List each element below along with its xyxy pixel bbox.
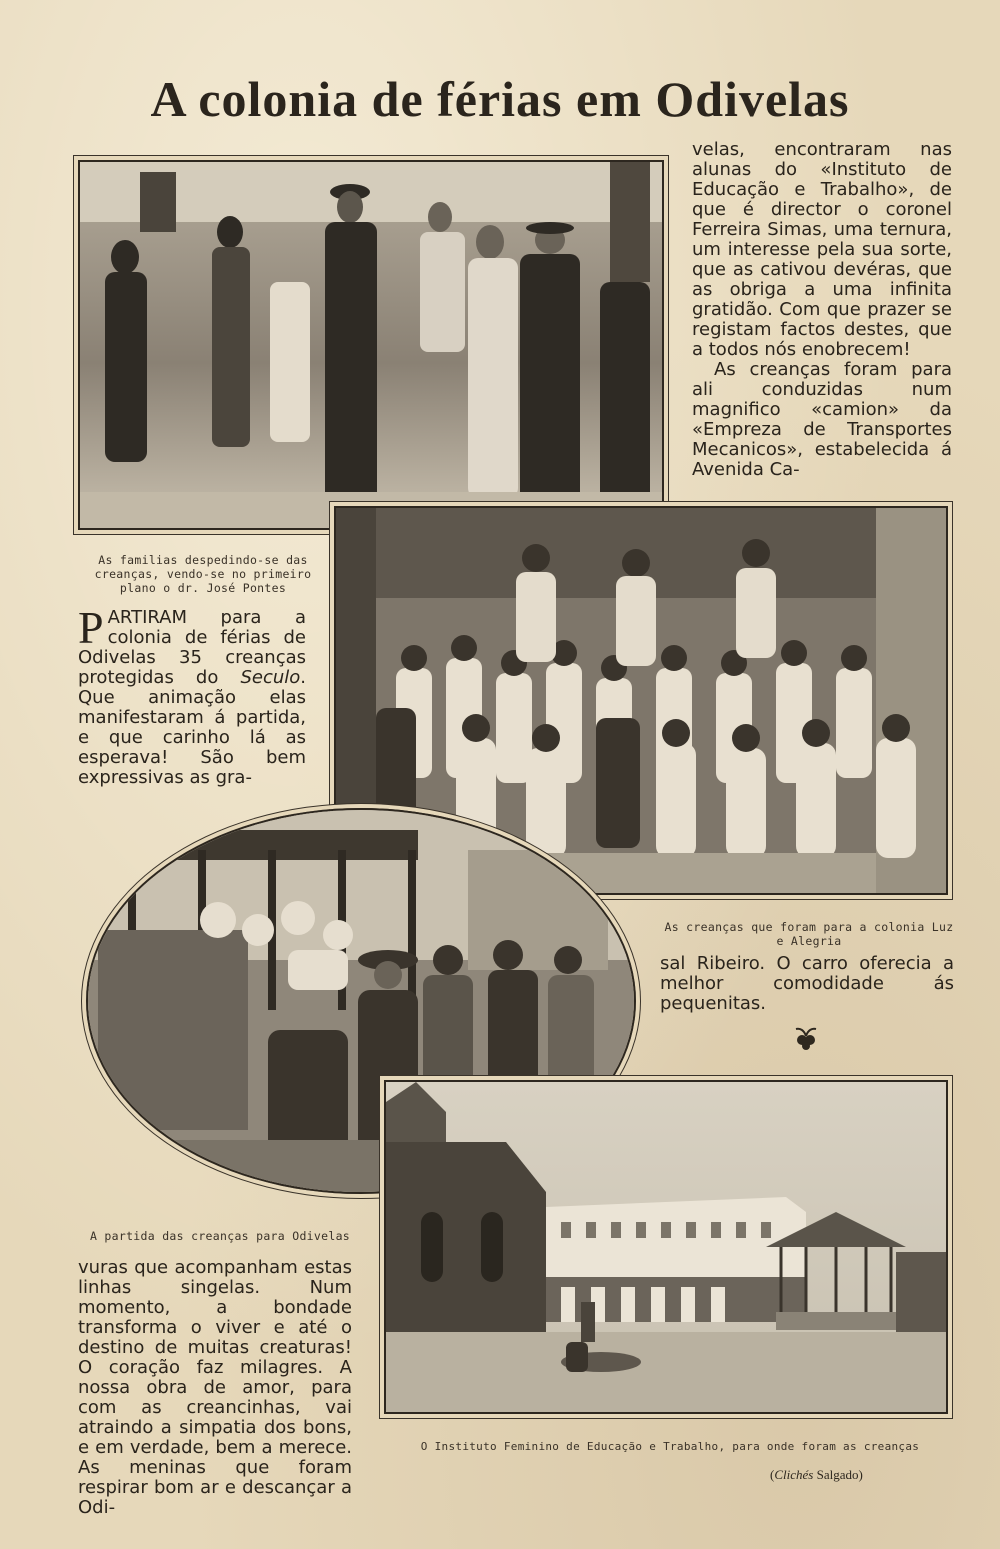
article-col-right-mid <box>660 954 954 1014</box>
drop-cap: P <box>78 602 104 653</box>
article-col-left-bottom <box>78 1258 352 1518</box>
paragraph: vuras que acompanham estas linhas singelas. Num momento, a bondade transforma o viver e até o destino de muitas creaturas! O coração faz milagres. A nossa obra de amor, para com as creancinhas, vai atraindo a simpatia dos bons, e em verdade, bem a merece. As meninas que foram respirar bom ar e descançar a Odi- <box>78 1257 352 1518</box>
photo-institute <box>384 1080 948 1414</box>
photo-credit: (Clichés Salgado) <box>770 1467 863 1482</box>
page-title: A colonia de férias em Odivelas <box>150 71 850 127</box>
article-intro <box>78 602 306 788</box>
families-photo-image <box>80 162 662 528</box>
photo-families <box>78 160 664 530</box>
caption-institute: O Instituto Feminino de Educação e Trabalho, para onde foram as creanças <box>420 1440 920 1453</box>
fleuron-ornament-icon <box>793 1024 819 1050</box>
paragraph: As creanças foram para ali conduzidas num magnifico «camion» da «Empreza de Transportes Mecanicos», estabelecida á Avenida Ca- <box>692 359 952 480</box>
intro-tail: . Que animação elas manifestaram á partida, e que carinho lá as esperava! São bem expressivas as gra- <box>78 667 306 788</box>
intro-text: ARTIRAM para a colonia de férias de Odivelas 35 creanças protegidas do <box>78 607 306 688</box>
institute-photo-image <box>386 1082 946 1412</box>
caption-families: As familias despedindo-se das creanças, vendo-se no primeiro plano o dr. José Pontes <box>94 553 312 595</box>
paragraph: velas, encontraram nas alunas do «Instituto de Educação e Trabalho», de que é director o coronel Ferreira Simas, uma ternura, um interesse pela sua sorte, que as cativou devéras, que as obriga a uma infinita gratidão. Com que prazer se registam factos destes, que a todos nós enobrecem! <box>692 139 952 360</box>
paragraph: sal Ribeiro. O carro oferecia a melhor comodidade ás pequenitas. <box>660 953 954 1014</box>
newspaper-name: Seculo <box>240 667 301 688</box>
caption-children: As creanças que foram para a colonia Luz e Alegria <box>664 920 954 948</box>
caption-departure: A partida das creanças para Odivelas <box>89 1229 351 1243</box>
article-col-right-top <box>692 140 952 480</box>
